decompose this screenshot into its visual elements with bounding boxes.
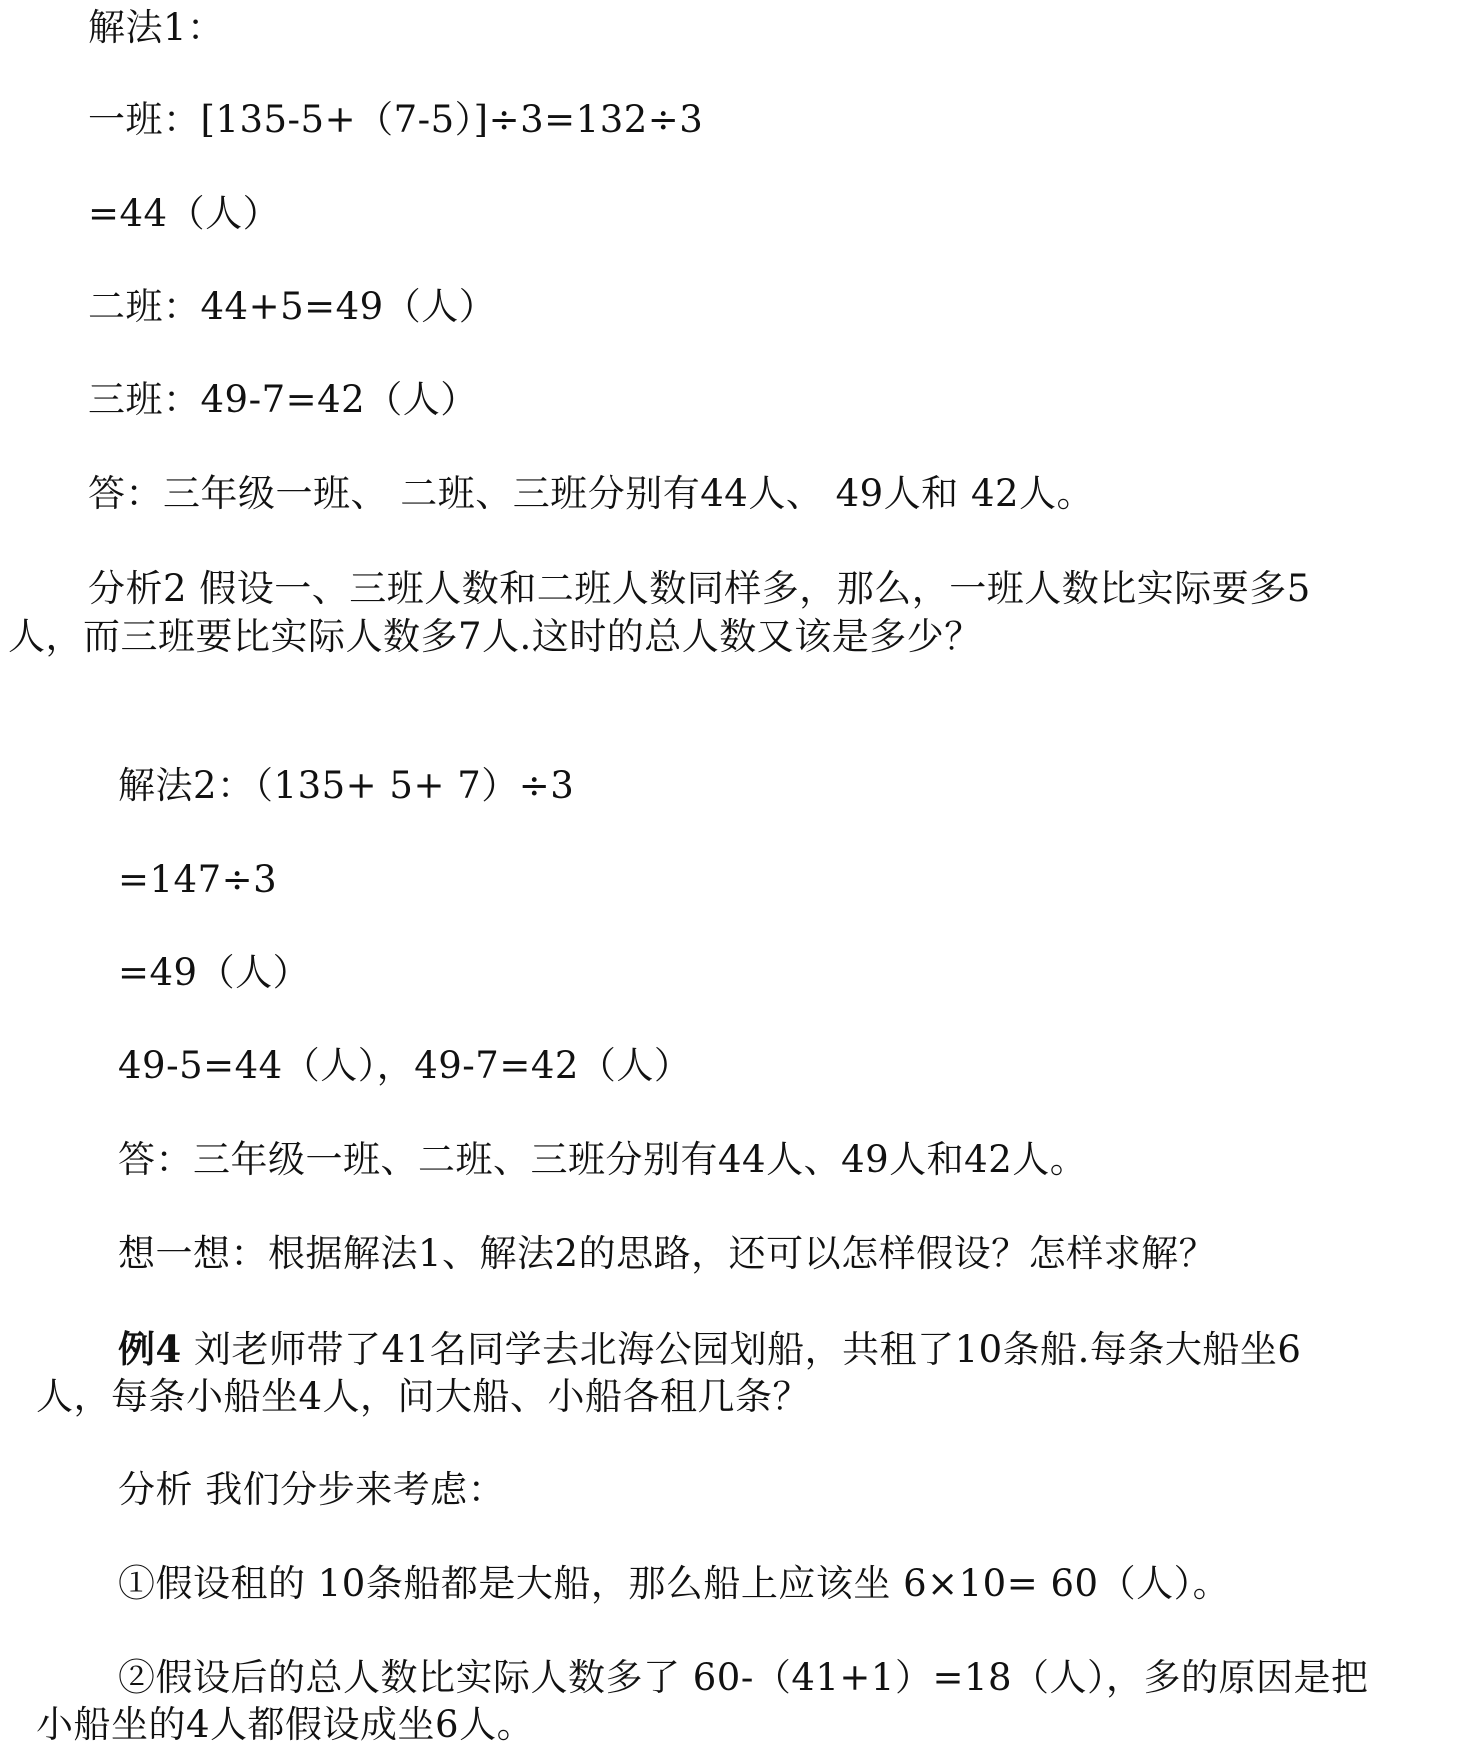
example4-label: 例4 <box>118 1327 182 1371</box>
analysis2-line1: 分析2 假设一、三班人数和二班人数同样多，那么，一班人数比实际要多5 <box>88 567 1311 610</box>
class1-result: =44（人） <box>88 192 281 235</box>
analysis-intro: 分析 我们分步来考虑： <box>118 1468 506 1511</box>
method2-step2: =49（人） <box>118 951 311 994</box>
method2-step3: 49-5=44（人），49-7=42（人） <box>118 1044 692 1087</box>
think-prompt: 想一想：根据解法1、解法2的思路，还可以怎样假设？怎样求解？ <box>118 1232 1217 1275</box>
analysis-step1: ①假设租的 10条船都是大船，那么船上应该坐 6×10= 60（人）。 <box>118 1562 1231 1605</box>
method1-heading: 解法1： <box>88 6 225 49</box>
method2-answer: 答：三年级一班、二班、三班分别有44人、49人和42人。 <box>118 1138 1088 1181</box>
class3-calculation: 三班：49-7=42（人） <box>88 378 478 421</box>
example4-text: 刘老师带了41名同学去北海公园划船，共租了10条船.每条大船坐6 <box>181 1328 1302 1371</box>
analysis-step2-line2: 小船坐的4人都假设成坐6人。 <box>36 1703 535 1746</box>
example4-line1 <box>118 1327 1301 1372</box>
method2-step1: =147÷3 <box>118 858 278 901</box>
analysis-step2-line1: ②假设后的总人数比实际人数多了 60-（41+1）=18（人），多的原因是把 <box>118 1656 1369 1699</box>
analysis2-line2: 人，而三班要比实际人数多7人.这时的总人数又该是多少？ <box>8 615 982 658</box>
method2-heading: 解法2：（135+ 5+ 7）÷3 <box>118 764 575 807</box>
class2-calculation: 二班：44+5=49（人） <box>88 285 497 328</box>
class1-calculation: 一班：[135-5+（7-5）]÷3=132÷3 <box>88 98 704 141</box>
example4-line2: 人，每条小船坐4人，问大船、小船各租几条？ <box>36 1375 811 1418</box>
method1-answer: 答：三年级一班、 二班、三班分别有44人、 49人和 42人。 <box>88 472 1095 515</box>
